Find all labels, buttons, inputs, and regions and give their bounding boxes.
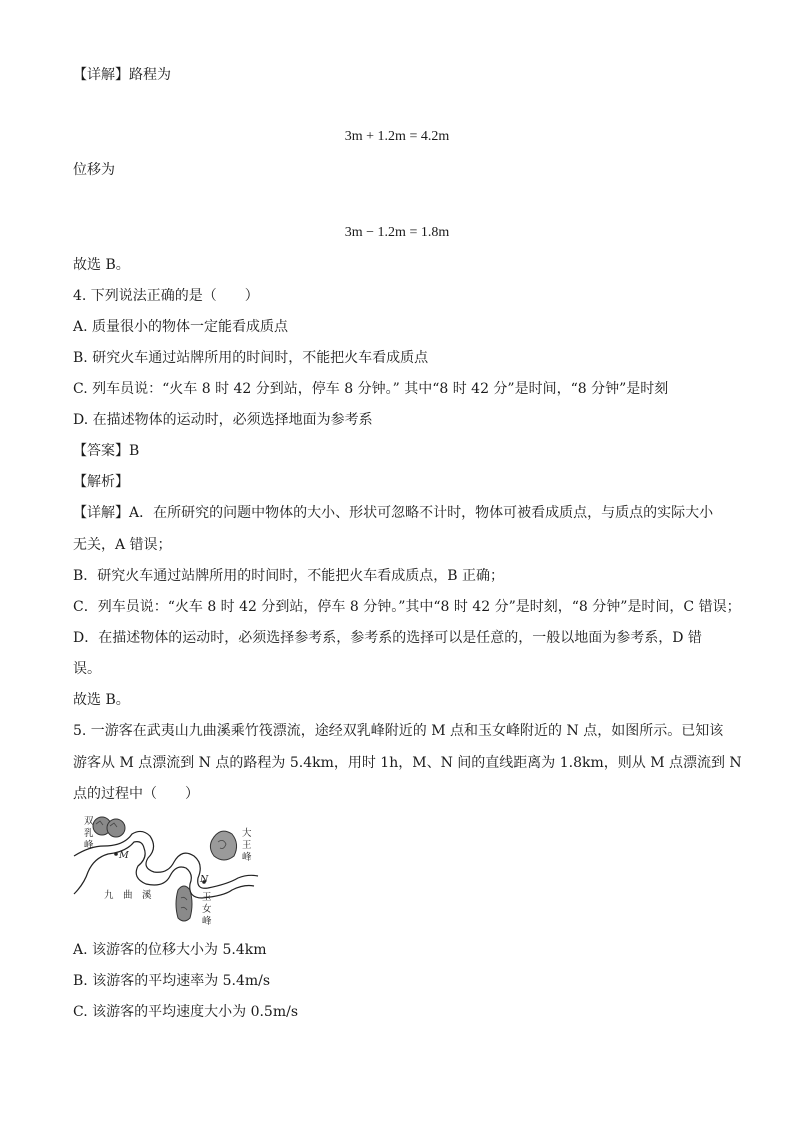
- equation-distance: 3m + 1.2m = 4.2m: [344, 129, 450, 144]
- label-shuangru-1: 双: [84, 816, 94, 827]
- label-shuangru-2: 乳: [84, 828, 94, 839]
- q5-option-b: B. 该游客的平均速率为 5.4m/s: [73, 973, 271, 989]
- point-m-marker: [114, 852, 118, 856]
- q5-stem-line1: 5. 一游客在武夷山九曲溪乘竹筏漂流，途经双乳峰附近的 M 点和玉女峰附近的 N 点，如图所示。已知该: [73, 723, 724, 739]
- q4-detail-a2: 无关，A 错误；: [73, 537, 172, 553]
- label-shuangru-3: 峰: [84, 840, 94, 851]
- shuangru-peak-shape: [93, 817, 125, 837]
- q5-stem-line3: 点的过程中（ ）: [73, 786, 199, 802]
- label-yunv-3: 峰: [202, 916, 212, 927]
- q4-detail-d1: D．在描述物体的运动时，必须选择参考系，参考系的选择可以是任意的，一般以地面为参考系，D 错: [73, 630, 702, 646]
- label-m: M: [119, 850, 129, 861]
- label-dawang-2: 王: [242, 840, 252, 851]
- q4-option-c: C. 列车员说：“火车 8 时 42 分到站，停车 8 分钟。” 其中“8 时 42 分”是时间，“8 分钟”是时刻: [73, 381, 669, 397]
- river-map-figure: [72, 812, 262, 932]
- q4-detail-a1: 【详解】A．在所研究的问题中物体的大小、形状可忽略不计时，物体可被看成质点，与质点的实际大小: [73, 505, 714, 521]
- q5-option-c: C. 该游客的平均速度大小为 0.5m/s: [73, 1004, 299, 1020]
- equation-displacement: 3m − 1.2m = 1.8m: [344, 225, 450, 240]
- prev-choose: 故选 B。: [73, 257, 130, 273]
- q4-stem: 4. 下列说法正确的是（ ）: [73, 288, 259, 304]
- q4-option-b: B. 研究火车通过站牌所用的时间时，不能把火车看成质点: [73, 350, 429, 366]
- label-dawang-1: 大: [242, 828, 252, 839]
- label-dawang-3: 峰: [242, 852, 252, 863]
- q4-detail-c: C．列车员说：“火车 8 时 42 分到站，停车 8 分钟。”其中“8 时 42 分”是时刻，“8 分钟”是时间，C 错误；: [73, 599, 741, 615]
- q5-stem-line2: 游客从 M 点漂流到 N 点的路程为 5.4km，用时 1h，M、N 间的直线距离为 1.8km，则从 M 点漂流到 N: [73, 755, 742, 771]
- yunv-peak-shape: [176, 886, 192, 921]
- q4-analysis: 【解析】: [73, 474, 129, 490]
- label-jiuquxi: 九 曲 溪: [104, 890, 152, 901]
- q4-option-d: D. 在描述物体的运动时，必须选择地面为参考系: [73, 412, 373, 428]
- q4-detail-b: B．研究火车通过站牌所用的时间时，不能把火车看成质点，B 正确；: [73, 568, 505, 584]
- displacement-label: 位移为: [73, 162, 115, 178]
- q4-detail-d2: 误。: [73, 661, 101, 677]
- q4-answer: 【答案】B: [73, 443, 140, 459]
- label-yunv-1: 玉: [202, 892, 212, 903]
- label-n: N: [200, 874, 209, 885]
- q5-option-a: A. 该游客的位移大小为 5.4km: [73, 942, 267, 958]
- q4-option-a: A. 质量很小的物体一定能看成质点: [73, 319, 289, 335]
- q4-choose: 故选 B。: [73, 692, 130, 708]
- dawang-peak-shape: [210, 831, 236, 860]
- label-yunv-2: 女: [202, 904, 212, 915]
- detail-label: 【详解】路程为: [73, 67, 171, 83]
